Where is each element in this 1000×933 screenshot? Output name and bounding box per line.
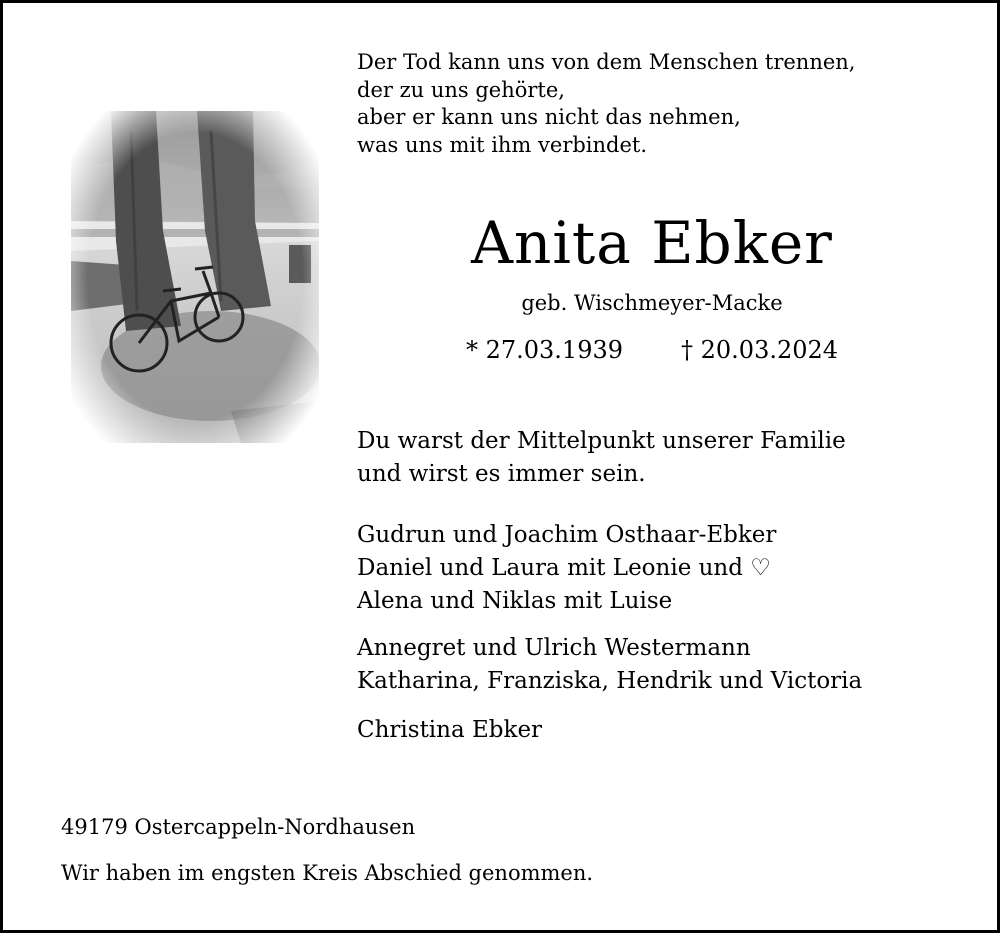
- farewell-note: Wir haben im engsten Kreis Abschied genommen.: [61, 861, 594, 885]
- quote-line: Der Tod kann uns von dem Menschen trennen,: [357, 50, 856, 74]
- death-date: † 20.03.2024: [681, 336, 839, 364]
- deceased-name: Anita Ebker: [471, 209, 833, 277]
- mourner-line: Gudrun und Joachim Osthaar-Ebker: [357, 522, 777, 548]
- quote-line: was uns mit ihm verbindet.: [357, 132, 648, 157]
- tribute-line: und wirst es immer sein.: [357, 461, 646, 487]
- mourner-line: Daniel und Laura mit Leonie und ♡: [357, 555, 771, 581]
- tribute-line: Du warst der Mittelpunkt unserer Familie: [357, 428, 846, 454]
- tribute: [357, 425, 846, 491]
- birth-date: * 27.03.1939: [465, 336, 623, 364]
- mourner-line: Katharina, Franziska, Hendrik und Victoria: [357, 668, 863, 694]
- quote-line: aber er kann uns nicht das nehmen,: [357, 105, 741, 129]
- mourners-group: [357, 632, 862, 698]
- mourner-line: Annegret und Ulrich Westermann: [357, 635, 751, 661]
- photo-trees-bicycle: [71, 111, 319, 443]
- maiden-name: geb. Wischmeyer-Macke: [521, 291, 783, 315]
- mourner-line: Alena und Niklas mit Luise: [357, 588, 673, 614]
- address: 49179 Ostercappeln-Nordhausen: [61, 815, 416, 839]
- life-dates: [357, 334, 947, 366]
- mourner-line: Christina Ebker: [357, 717, 543, 743]
- mourners-group: [357, 714, 542, 747]
- mourners-group: [357, 519, 776, 618]
- quote: [357, 49, 855, 159]
- quote-line: der zu uns gehörte,: [357, 77, 565, 102]
